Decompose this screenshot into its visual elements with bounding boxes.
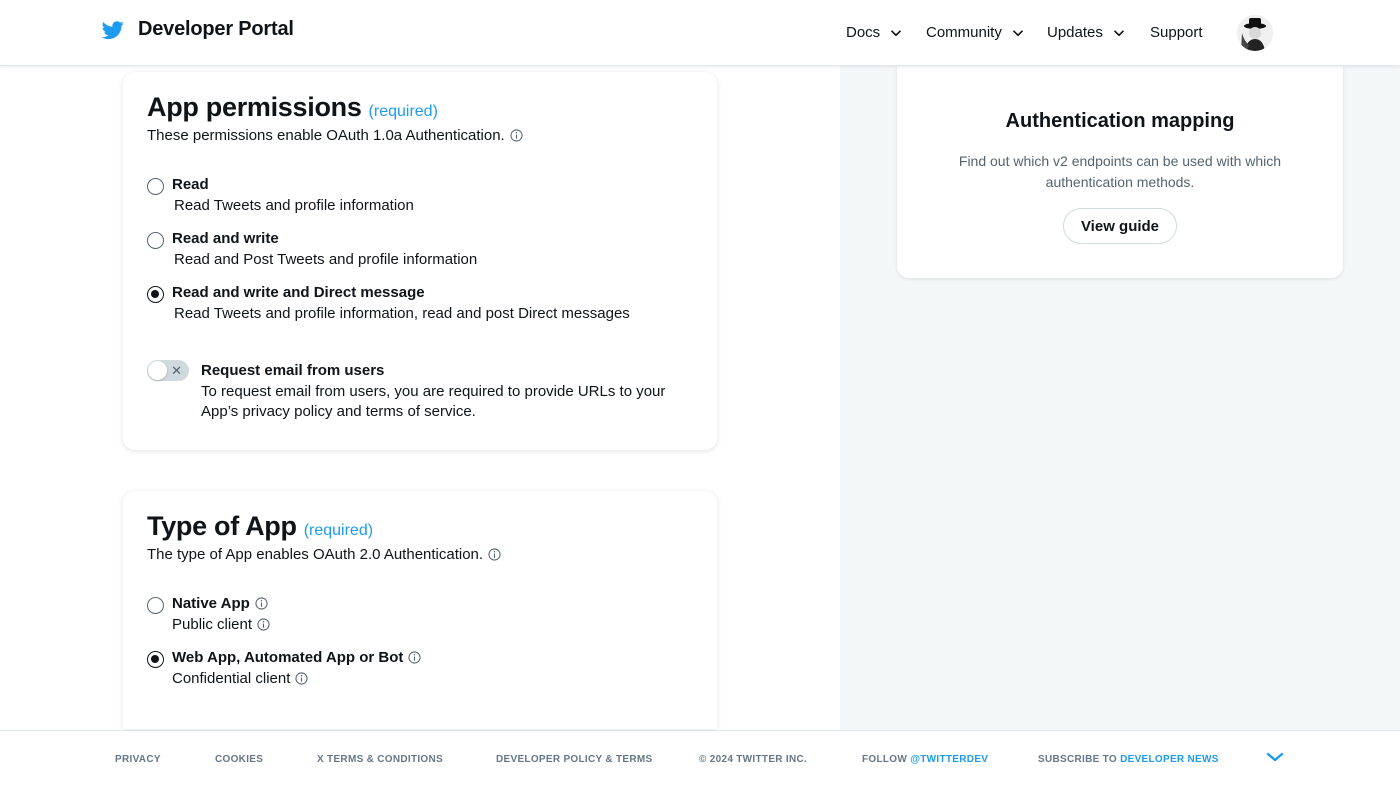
type-of-app-subtitle [147, 546, 501, 563]
radio-read-write[interactable] [147, 232, 164, 249]
nav-community-label: Community [926, 24, 1002, 41]
nav-docs-label: Docs [846, 24, 881, 41]
app-permissions-heading [147, 92, 438, 123]
nav-docs[interactable] [846, 24, 902, 41]
chevron-down-icon [1113, 27, 1125, 39]
option-label-text: Web App, Automated App or Bot [172, 649, 404, 666]
footer-subscribe-link[interactable]: DEVELOPER NEWS [1120, 754, 1219, 765]
type-of-app-title: Type of App [147, 511, 297, 541]
option-label [172, 649, 421, 666]
nav-support[interactable] [1150, 24, 1203, 41]
close-icon: ✕ [171, 363, 182, 378]
type-of-app-card [123, 491, 717, 729]
footer-policy-link[interactable]: DEVELOPER POLICY & TERMS [496, 754, 653, 765]
nav-support-label: Support [1150, 24, 1203, 41]
footer [0, 730, 1400, 786]
option-label-text: Native App [172, 595, 250, 612]
info-icon[interactable] [295, 672, 308, 685]
footer-follow-handle-link[interactable]: @TWITTERDEV [910, 754, 989, 765]
nav-community[interactable] [926, 24, 1024, 41]
info-icon[interactable] [408, 651, 421, 664]
app-permissions-subtitle [147, 127, 523, 144]
option-description: Read Tweets and profile information, read and post Direct messages [174, 305, 630, 322]
authentication-mapping-title: Authentication mapping [1005, 110, 1235, 132]
type-of-app-heading [147, 511, 373, 542]
nav-updates-label: Updates [1047, 24, 1103, 41]
radio-read-write-dm[interactable] [147, 286, 164, 303]
footer-follow [862, 754, 988, 765]
footer-privacy-link[interactable]: PRIVACY [115, 754, 161, 765]
avatar-image-icon [1237, 15, 1273, 51]
option-description [172, 616, 270, 633]
request-email-description: To request email from users, you are required to provide URLs to your App’s privacy policy and terms of service. [201, 383, 666, 420]
brand-title: Developer Portal [138, 18, 294, 40]
top-header [0, 0, 1400, 66]
option-label [172, 595, 268, 612]
option-label: Read [172, 176, 209, 193]
authentication-mapping-description: Find out which v2 endpoints can be used with which authentication methods. [958, 153, 1282, 190]
view-guide-button[interactable]: View guide [1063, 208, 1177, 244]
footer-cookies-link[interactable]: COOKIES [215, 754, 264, 765]
chevron-down-icon [890, 27, 902, 39]
footer-copyright: © 2024 TWITTER INC. [699, 754, 808, 765]
option-description [172, 670, 308, 687]
option-description-text: Confidential client [172, 670, 291, 687]
radio-native-app[interactable] [147, 597, 164, 614]
app-permissions-subtitle-text: These permissions enable OAuth 1.0a Authentication. [147, 127, 505, 144]
user-avatar[interactable] [1237, 15, 1273, 51]
required-label: (required) [303, 522, 374, 539]
toggle-knob [148, 361, 167, 380]
nav-updates[interactable] [1047, 24, 1125, 41]
footer-subscribe [1038, 754, 1219, 765]
twitter-bird-icon [102, 19, 124, 41]
option-description: Read and Post Tweets and profile information [174, 251, 478, 268]
option-description-text: Public client [172, 616, 253, 633]
footer-terms-link[interactable]: X TERMS & CONDITIONS [317, 754, 444, 765]
option-label: Read and write and Direct message [172, 284, 425, 301]
info-icon[interactable] [488, 548, 501, 561]
authentication-mapping-card [897, 66, 1343, 278]
footer-subscribe-prefix: SUBSCRIBE TO [1038, 754, 1117, 765]
brand[interactable] [102, 18, 294, 41]
radio-web-app[interactable] [147, 651, 164, 668]
option-description: Read Tweets and profile information [174, 197, 414, 214]
footer-follow-prefix: FOLLOW [862, 754, 908, 765]
chevron-down-icon [1012, 27, 1024, 39]
app-permissions-title: App permissions [147, 92, 362, 122]
request-email-label: Request email from users [201, 362, 385, 379]
info-icon[interactable] [257, 618, 270, 631]
type-of-app-subtitle-text: The type of App enables OAuth 2.0 Authentication. [147, 546, 484, 563]
radio-read[interactable] [147, 178, 164, 195]
option-label: Read and write [172, 230, 279, 247]
chevron-down-icon[interactable] [1266, 751, 1284, 763]
required-label: (required) [368, 103, 438, 120]
info-icon[interactable] [255, 597, 268, 610]
request-email-toggle[interactable] [147, 360, 189, 381]
info-icon[interactable] [510, 129, 523, 142]
app-permissions-card [123, 72, 717, 450]
